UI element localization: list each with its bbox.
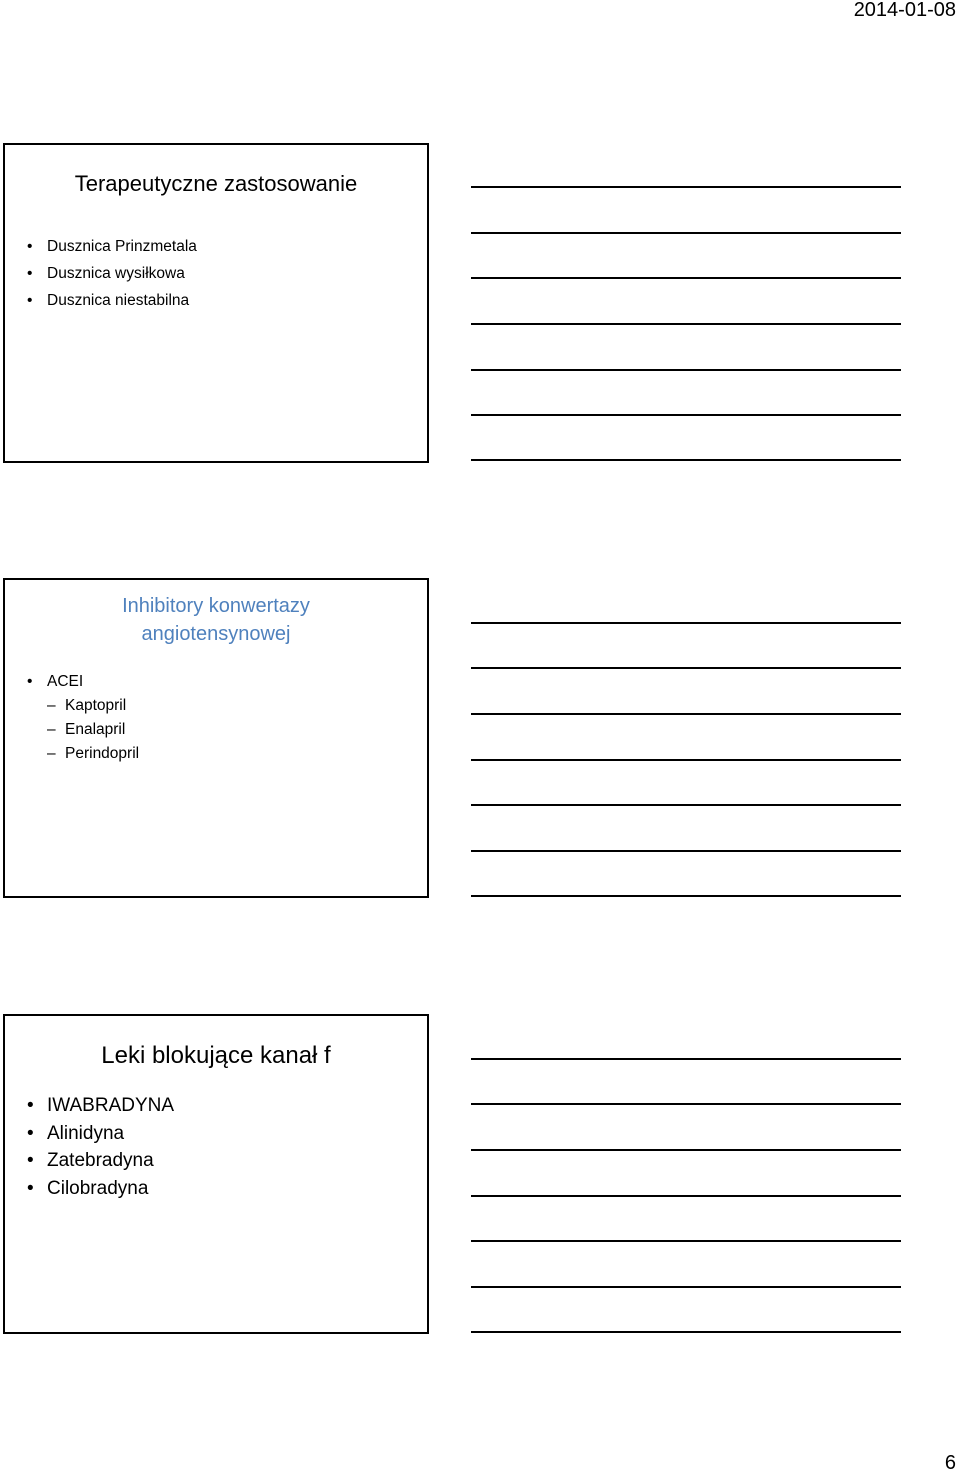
note-line [471, 414, 901, 416]
slide-title [5, 592, 427, 648]
sub-list-item: – Enalapril [47, 718, 139, 742]
slide-title: Leki blokujące kanał f [101, 1042, 331, 1069]
note-line [471, 759, 901, 761]
note-line [471, 369, 901, 371]
bullet-list [27, 233, 197, 314]
header-date: 2014-01-08 [853, 0, 956, 21]
list-item [27, 670, 139, 766]
list-item: • Dusznica wysiłkowa [27, 260, 197, 287]
note-line [471, 1103, 901, 1105]
note-line [471, 186, 901, 188]
note-line [471, 277, 901, 279]
slide-title-line-2: angiotensynowej [141, 623, 291, 645]
list-item-label: ACEI [47, 673, 84, 690]
slide-title-line-1: Inhibitory konwertazy [122, 595, 310, 617]
note-line [471, 1195, 901, 1197]
list-item: • Dusznica niestabilna [27, 287, 197, 314]
sub-list-item: – Perindopril [47, 742, 139, 766]
slide-thumbnail-2 [3, 578, 429, 898]
bullet-list [27, 1092, 174, 1202]
page-number: 6 [944, 1452, 956, 1474]
note-line [471, 1149, 901, 1151]
note-line [471, 1286, 901, 1288]
note-line [471, 1058, 901, 1060]
note-line [471, 804, 901, 806]
list-item: • Cilobradyna [27, 1175, 174, 1203]
note-line [471, 232, 901, 234]
sub-bullet-list [47, 694, 139, 766]
note-line [471, 895, 901, 897]
note-line [471, 323, 901, 325]
sub-list-item: – Kaptopril [47, 694, 139, 718]
slide-thumbnail-3 [3, 1014, 429, 1334]
list-item: • Zatebradyna [27, 1147, 174, 1175]
list-item: • IWABRADYNA [27, 1092, 174, 1120]
slide-title: Terapeutyczne zastosowanie [74, 171, 358, 196]
note-line [471, 459, 901, 461]
list-item: • Alinidyna [27, 1120, 174, 1148]
note-line [471, 667, 901, 669]
note-line [471, 850, 901, 852]
bullet-list [27, 670, 139, 766]
list-item: • Dusznica Prinzmetala [27, 233, 197, 260]
note-line [471, 1240, 901, 1242]
note-line [471, 1331, 901, 1333]
slide-thumbnail-1 [3, 143, 429, 463]
note-line [471, 622, 901, 624]
note-line [471, 713, 901, 715]
